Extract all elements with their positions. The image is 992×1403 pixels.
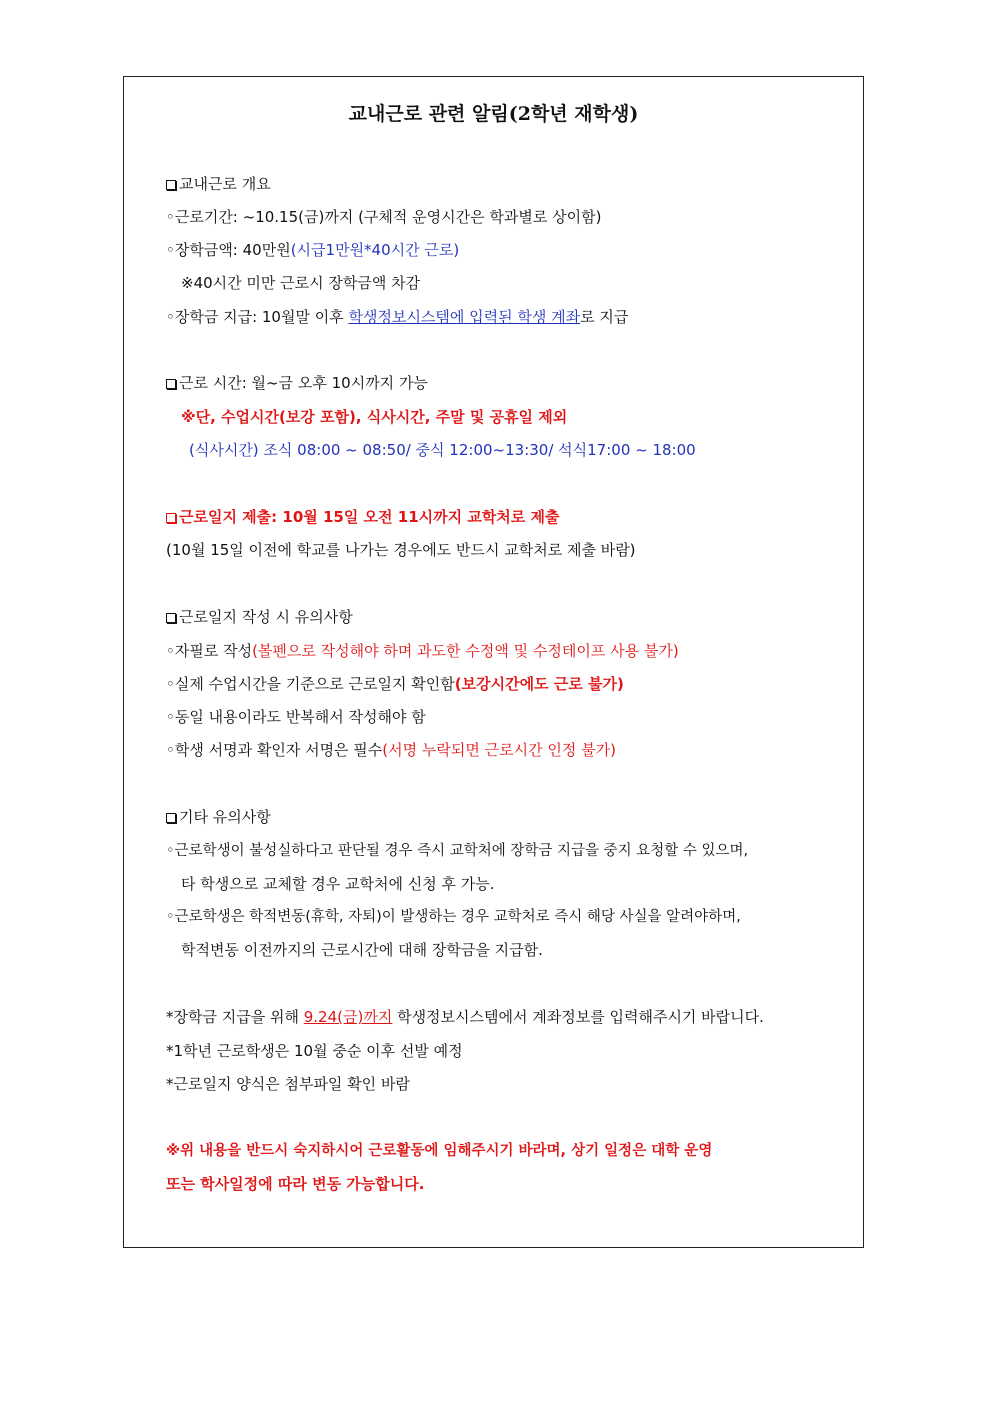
overview-payment: ◦장학금 지급: 10월말 이후 학생정보시스템에 입력된 학생 계좌로 지급: [166, 308, 629, 326]
closing-line-1: ※위 내용을 반드시 숙지하시어 근로활동에 임해주시기 바라며, 상기 일정은 대학 운영: [166, 1143, 713, 1159]
note-1: *장학금 지급을 위해 9.24(금)까지 학생정보시스템에서 계좌정보를 입력해주시기 바랍니다.: [166, 1008, 764, 1026]
checkbox-square-icon: [166, 613, 176, 623]
overview-amount: ◦장학금액: 40만원(시급1만원*40시간 근로): [166, 241, 460, 259]
checkbox-square-icon: [166, 513, 176, 523]
checkbox-square-icon: [166, 379, 176, 389]
work-hours-exclusion: ※단, 수업시간(보강 포함), 식사시간, 주말 및 공휴일 제외: [181, 408, 568, 426]
caution-item-1: ◦자필로 작성(볼펜으로 작성해야 하며 과도한 수정액 및 수정테이프 사용 불가): [166, 642, 679, 660]
caution-item-3: ◦동일 내용이라도 반복해서 작성해야 함: [166, 708, 426, 726]
other-heading: 기타 유의사항: [166, 807, 271, 827]
overview-amount-note: ※40시간 미만 근로시 장학금액 차감: [181, 274, 421, 292]
amount-detail: (시급1만원*40시간 근로): [290, 241, 460, 259]
caution-item-2: ◦실제 수업시간을 기준으로 근로일지 확인함(보강시간에도 근로 불가): [166, 675, 624, 693]
note-3: *근로일지 양식은 첨부파일 확인 바람: [166, 1075, 410, 1093]
other-item-1-line-2: 타 학생으로 교체할 경우 교학처에 신청 후 가능.: [181, 875, 495, 893]
checkbox-square-icon: [166, 180, 176, 190]
note-2: *1학년 근로학생은 10월 중순 이후 선발 예정: [166, 1042, 463, 1060]
other-item-2-line-2: 학적변동 이전까지의 근로시간에 대해 장학금을 지급함.: [181, 941, 543, 959]
caution-item-4: ◦학생 서명과 확인자 서명은 필수(서명 누락되면 근로시간 인정 불가): [166, 741, 616, 759]
account-link[interactable]: 학생정보시스템에 입력된 학생 계좌: [348, 308, 581, 326]
work-hours-heading: 근로 시간: 월~금 오후 10시까지 가능: [166, 373, 428, 393]
page-title: 교내근로 관련 알림(2학년 재학생): [348, 103, 639, 125]
other-item-1-line-1: ◦근로학생이 불성실하다고 판단될 경우 즉시 교학처에 장학금 지급을 중지 요청할 수 있으며,: [166, 843, 749, 859]
meal-times: (식사시간) 조식 08:00 ~ 08:50/ 중식 12:00~13:30/ 석식17:00 ~ 18:00: [189, 441, 696, 459]
checkbox-square-icon: [166, 813, 176, 823]
deadline-date: 9.24(금)까지: [303, 1008, 393, 1026]
overview-period: ◦근로기간: ~10.15(금)까지 (구체적 운영시간은 학과별로 상이함): [166, 208, 602, 226]
cautions-heading: 근로일지 작성 시 유의사항: [166, 607, 353, 627]
submission-heading: 근로일지 제출: 10월 15일 오전 11시까지 교학처로 제출: [166, 507, 560, 527]
overview-heading: 교내근로 개요: [166, 174, 271, 194]
other-item-2-line-1: ◦근로학생은 학적변동(휴학, 자퇴)이 발생하는 경우 교학처로 즉시 해당 사실을 알려야하며,: [166, 909, 741, 925]
closing-line-2: 또는 학사일정에 따라 변동 가능합니다.: [166, 1175, 425, 1193]
submission-note: (10월 15일 이전에 학교를 나가는 경우에도 반드시 교학처로 제출 바람): [166, 541, 636, 559]
